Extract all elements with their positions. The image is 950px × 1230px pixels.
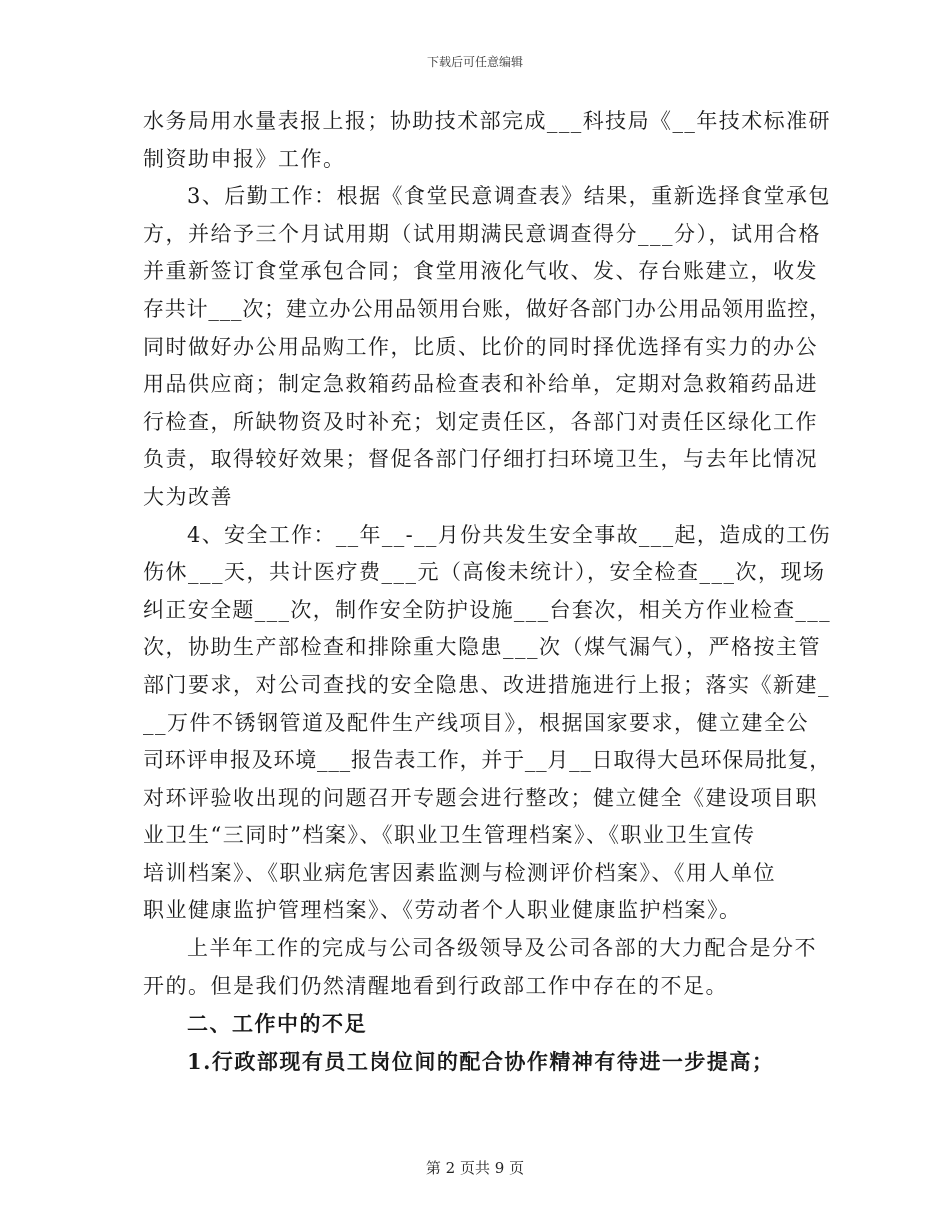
document-body	[143, 103, 831, 1080]
paragraph-line: 同时做好办公用品购工作，比质、比价的同时择优选择有实力的办公	[143, 334, 818, 359]
paragraph-line: 部门要求，对公司查找的安全隐患、改进措施进行上报；落实《新建_	[143, 672, 830, 697]
paragraph-line: 行检查，所缺物资及时补充；划定责任区，各部门对责任区绿化工作	[143, 409, 818, 434]
paragraph-line: 用品供应商；制定急救箱药品检查表和补给单，定期对急救箱药品进	[143, 372, 818, 397]
paragraph-line: 职业健康监护管理档案》、《劳动者个人职业健康监护档案》。	[143, 898, 742, 923]
paragraph-line: 开的。但是我们仍然清醒地看到行政部工作中存在的不足。	[143, 973, 728, 998]
paragraph-line: 上半年工作的完成与公司各级领导及公司各部的大力配合是分不	[187, 936, 817, 961]
paragraph-line: 存共计___次；建立办公用品领用台账，做好各部门办公用品领用监控，	[143, 296, 831, 321]
paragraph-line: 大为改善	[143, 484, 233, 509]
paragraph-line: 负责，取得较好效果；督促各部门仔细打扫环境卫生，与去年比情况	[143, 447, 818, 472]
paragraph-line: __万件不锈钢管道及配件生产线项目》，根据国家要求，健立建全公	[143, 710, 809, 735]
paragraph-line: 4、安全工作：__年__-__月份共发生安全事故___起，造成的工伤	[187, 522, 831, 547]
paragraph-line: 纠正安全题___次，制作安全防护设施___台套次，相关方作业检查___	[143, 597, 831, 622]
paragraph-line: 培训档案》、《职业病危害因素监测与检测评价档案》、《用人单位	[143, 860, 776, 885]
paragraph-line: 制资助申报》工作。	[143, 146, 346, 171]
section-heading-line: 1.行政部现有员工岗位间的配合协作精神有待进一步提高；	[187, 1048, 775, 1074]
paragraph-line: 次，协助生产部检查和排除重大隐患___次（煤气漏气），严格按主管	[143, 635, 821, 660]
page-footer: 第 2 页共 9 页	[425, 1159, 525, 1177]
paragraph-line: 水务局用水量表报上报；协助技术部完成___科技局《__年技术标准研	[143, 109, 831, 133]
page-header: 下载后可任意编辑	[426, 55, 523, 69]
paragraph-line: 3、后勤工作：根据《食堂民意调查表》结果，重新选择食堂承包	[187, 184, 831, 209]
section-heading-line: 二、工作中的不足	[187, 1011, 367, 1037]
paragraph-line: 对环评验收出现的问题召开专题会进行整改；健立健全《建设项目职	[143, 785, 818, 810]
paragraph-line: 方，并给予三个月试用期（试用期满民意调查得分___分），试用合格	[143, 221, 821, 246]
paragraph-line: 司环评申报及环境___报告表工作，并于__月__日取得大邑环保局批复，	[143, 748, 831, 773]
paragraph-line: 业卫生“三同时”档案》、《职业卫生管理档案》、《职业卫生宣传	[143, 823, 756, 848]
paragraph-line: 伤休___天，共计医疗费___元（高俊未统计），安全检查___次，现场	[143, 560, 826, 585]
paragraph-line: 并重新签订食堂承包合同；食堂用液化气收、发、存台账建立，收发	[143, 259, 818, 284]
